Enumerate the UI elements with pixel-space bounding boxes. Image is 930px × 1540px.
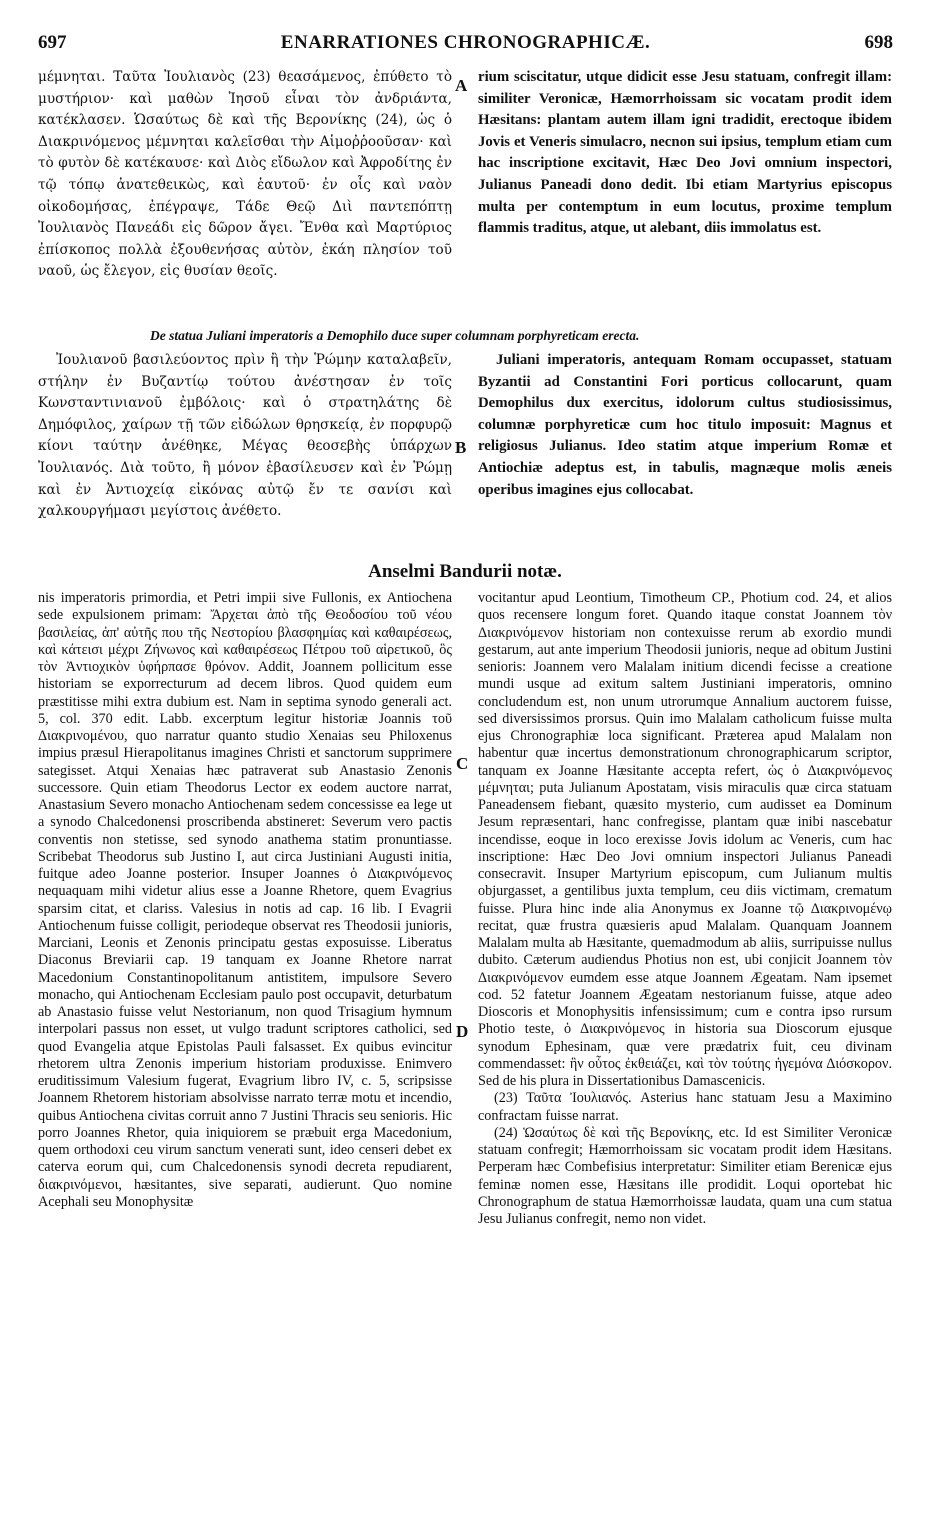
margin-marker-b: B <box>455 438 467 457</box>
section1-greek-column <box>38 67 452 325</box>
page-number-left: 697 <box>38 32 67 53</box>
running-title: ENARRATIONES CHRONOGRAPHICÆ. <box>280 32 651 53</box>
notes-left-column <box>38 590 452 1490</box>
margin-marker-c: C <box>456 754 469 773</box>
note-23: (23) Ταῦτα Ἰουλιανός. Asterius hanc statuam Jesu a Maximino confractam fuisse narrat. <box>478 1090 892 1124</box>
section1-greek-text: μέμνηται. Ταῦτα Ἰουλιανὸς (23) θεασάμενος, ἐπύθετο τὸ μυστήριον· καὶ μαθὼν Ἰησοῦ εἶναι τὸν ἀνδριάντα, κατέκλασεν. Ὡσαύτως δὲ καὶ τῆς Βερονίκης (24), ὡς ὁ Διακρινόμενος μέμνηται καλεῖσθαι τὴν Αἱμοῤῥοοῦσαν· καὶ τὸ φυτὸν δὲ κατέκαυσε· καὶ Διὸς εἴδωλον καὶ Ἀφροδίτης ἐν τῷ τόπῳ ἀνατεθεικὼς, καὶ ἑαυτοῦ· ἐν οἷς καὶ ναὸν οἰκοδομήσας, ἐπέγραψε, Τάδε Θεῷ Διὶ παντεπόπτῃ Ἰουλιανὸς Πανεάδι εἰς δῶρον ἄγει. Ἔνθα καὶ Μαρτύριος ἐπίσκοπος πολλὰ ἐξουθενήσας αὐτὸν, ἐκάη πλησίον τοῦ ναοῦ, ὡς ἔλεγον, εἰς θυσίαν θεοῖς. <box>38 69 452 280</box>
notes-heading: Anselmi Bandurii notæ. <box>368 561 562 582</box>
section2-greek-text: Ἰουλιανοῦ βασιλεύοντος πρὶν ἢ τὴν Ῥώμην καταλαβεῖν, στήλην ἐν Βυζαντίῳ τούτου ἀνέστησαν ἐν τοῖς Κωνσταντινιανοῦ ἐμβόλοις· καὶ ὁ στρατηλάτης δὲ Δημόφιλος, χαίρων τῇ τῶν εἰδώλων θρησκείᾳ, ἐν πορφυρῷ κίονι ταύτην ἀνέθηκε, Μέγας θεοσεβὴς ὑπάρχων Ἰουλιανός. Διὰ τοῦτο, ἢ μόνον ἐβασίλευσεν καὶ ἐν Ῥώμῃ καὶ ἐν Ἀντιοχείᾳ εἰκόνας αὐτῷ ἔν τε σανίσι καὶ χαλκουργήμασι μεγίστοις ἀνέθετο. <box>38 352 452 520</box>
margin-marker-d: D <box>456 1022 469 1041</box>
notes-right-text-1: vocitantur apud Leontium, Timotheum CP., Photium cod. 24, et alios quos recensere longum foret. Quando itaque constat Joannem τὸν Διακρινόμενον historiam non contexuisse rerum ab exordio mundi gestarum, aut ante imperium Theodosii junioris, neque ad obitum Justini senioris: Joannem vero Malalam initium dicendi fecisse a creatione mundi usque ad exitum saltem Justiniani imperatoris, omnino concludendum est, non unum utrorumque Annalium auctorem fuisse, sed diversissimos prorsus. Quin imo Malalam catholicum fuisse multa ejus Chronographiæ loca significant. Præterea apud Malalam non habentur quæ incertus demonstrationum chronographicarum scriptor, tanquam ex Joanne Hæsitante accepta refert, ὡς ὁ Διακρινόμενος μέμνηται; puta Julianum Apostatam, visis miraculis quæ circa statuam Paneadensem fiebant, quæsito mysterio, cum audisset ea Dominum Jesum repræsentari, hanc confregisse, plantam quæ inibi nascebatur incendisse, eoque in loco erexisse Jovis idolum ac Veneris, cum hac inscriptione: Hæc Deo Jovi omnium inspectori Julianus Paneadi consecravit. Insuper Martyrium episcopum, cum Julianum multis objurgasset, a gentilibus juxta templum, ceu diis victimam, crematum fuisse. Plura hinc inde alia Anonymus ex Joanne τῷ Διακρινομένῳ recitat, quæ frustra quæsieris apud Malalam. Quanquam Joannem Malalam multa ab Hæsitante, quemadmodum ab aliis, surripuisse nullus dubito. Cæterum audiendus Photius non est, ubi conjicit Joannem τὸν Διακρινόμενον eumdem esse atque Joannem Ægeatam. Nam ipsemet cod. 52 fatetur Joannem Ægeatam nestorianum fuisse, atque adeo Dioscoris et Monophysitis infensissimum; cum e contra ipso rursum Photio teste, ὁ Διακρινόμενος in historia sua Dioscorum ejusque synodum Ephesinam, quæ vere prædatrix fuit, ceu divinam commendasset: ἣν οὗτος ἐκθειάζει, καὶ τὸν τούτης ἡγεμόνα Διόσκορον. Sed de his plura in Dissertationibus Damascenicis. <box>478 590 892 1089</box>
section-caption: De statua Juliani imperatoris a Demophilo duce super columnam porphyreticam erecta. <box>150 328 640 343</box>
section1-latin-column <box>478 67 892 325</box>
section2-greek-column <box>38 350 452 546</box>
page-header <box>38 32 893 60</box>
notes-right-column <box>478 590 892 1490</box>
notes-left-text: nis imperatoris primordia, et Petri impii sive Fullonis, ex Antiochena sede expulsionem primam: Ἄρχεται ἀπὸ τῆς Θεοδοσίου τοῦ νέου βασιλείας, ἀπ' αὐτῆς που τῆς Νεστορίου βλασφημίας καὶ καθαιρέσεως, καὶ κάτεισι μέχρι Ζήνωνος καὶ καθαιρέσεως Πέτρου τοῦ αἱρετικοῦ, ὃς τὸν Ἀντιοχικὸν ὑφήρπασε θρόνον. Addit, Joannem pollicitum esse historiam se exporrecturum ad decem libros. Quod quidem eum præstitisse mihi extra dubium est. Nam in septima synodo generali act. 5, col. 370 edit. Labb. excerptum legitur historiæ Joannis τοῦ Διακρινομένου, quo narratur quanto studio Xenaias seu Philoxenus impius præsul Hierapolitanus imagines Christi et sanctorum supprimere sategisset. Atqui Xenaias hæc patraverat sub Anastasio Zenonis successore. Quin etiam Theodorus Lector ex eodem auctore narrat, Anastasium Severo monacho Antiochenam sedem concessisse ea lege ut a synodo Chalcedonensi proscribenda abstineret: Severum vero pactis conventis non stetisse, sed synodo anathema statim pronuntiasse. Scribebat Theodorus sub Justino I, aut circa Justiniani Augusti initia, fuitque adeo Joanne posterior. Insuper Joannes ὁ Διακρινόμενος nequaquam mihi videtur alius esse a Joanne Rhetore, quem Evagrius sparsim citat, et clariss. Valesius in notis ad cap. 16 lib. I Evagrii Antiochenum fuisse colligit, periodeque observat res Theodosii junioris, Marciani, Leonis et Zenonis principatu gestas exposuisse. Liberatus Diaconus Breviarii cap. 19 tanquam ex Joanne Rhetore narrat Macedonium Constantinopolitanum antistitem, impulsore Severo monacho, qui Antiochenam Ecclesiam paulo post occupavit, deturbatum ab Anastasio fuisse velut Nestorianum, non quod Trisagium hymnum interpolari passus non esset, ut vulgo tradunt scriptores catholici, sed quod Evangelia atque Epistolas Pauli falsasset. Ex quibus evincitur rhetorem ultra Zenonis imperium historiam produxisse. Enimvero eruditissimum Valesium fugerat, Evagrium libro IV, c. 5, scripsisse Joannem Rhetorem historiam absolvisse narrato terræ motu et incendio, quibus Antiochena civitas corruit anno 7 Justini Thracis seu senioris. Hic porro Joannes Rhetor, quia iniquiorem se præbuit erga Macedonium, quem orthodoxi ceu virum sanctum venerati sunt, ideo censeri debet ex caterva eorum qui, cum Chalcedonensis synodi decreta repudiarent, διακρινόμενοι, hæsitantes, sive separati, audierunt. Quo nomine Acephali seu Monophysitæ <box>38 590 452 1210</box>
margin-marker-a: A <box>455 76 468 95</box>
page-number-right: 698 <box>864 32 893 53</box>
section1-latin-text: rium sciscitatur, utque didicit esse Jesu statuam, confregit illam: similiter Veronicæ, Hæmorrhoissam sic vocatam prodit idem Hæsitans: plantam autem illam igni tradidit, erectoque ibidem Jovis et Veneris simulacro, necnon sui ipsius, templum etiam cum hac inscriptione excitavit, Hæc Deo Jovi omnium inspectori, Julianus Panеadi dono dedit. Ibi etiam Martyrius episcopus multa per contemptum in eum locutus, proxime templum flammis traditus, atque, ut alebant, diis immolatus est. <box>478 69 892 237</box>
note-24: (24) Ὡσαύτως δὲ καὶ τῆς Βερονίκης, etc. Id est Similiter Veronicæ statuam confregit; Hæmorrhoissam sic vocatam prodit idem Hæsitans. Perperam hæc Combefisius interpretatur: Similiter etiam Berenicæ ejus feminæ nomen esse, Hæsitans ille prodidit. Loqui oportebat hic Chronographum de statua Hæmorrhoissæ laudata, quam una cum statua Jesu Julianus confregit, nemo non videt. <box>478 1124 892 1227</box>
section2-latin-text: Juliani imperatoris, antequam Romam occupasset, statuam Byzantii ad Constantini Fori porticus collocarunt, quam Demophilus dux exercitus, idolorum cultus studiosissimus, columnæ porphyreticæ cum hoc titulo imposuit: Magnus et religiosus Julianus. Ideo statim atque imperium Romæ et Antiochiæ adeptus est, in tabulis, magnæque molis æneis operibus imagines ejus collocabat. <box>478 352 892 498</box>
section2-latin-column <box>478 350 892 546</box>
